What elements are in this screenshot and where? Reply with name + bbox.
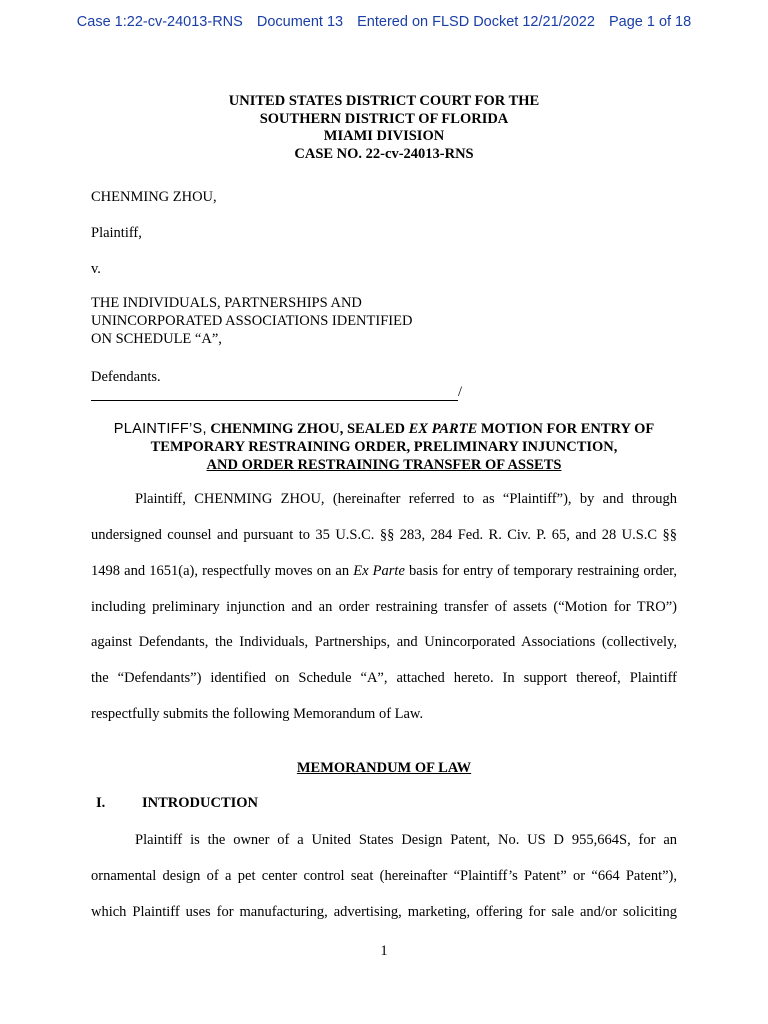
ex-parte-term: EX PARTE bbox=[408, 421, 478, 437]
intro-line-5: against Defendants, the Individuals, Partnerships, and Unincorporated Associations (collectively, bbox=[91, 634, 677, 650]
intro-line-3-b: basis for entry of temporary restraining order, bbox=[404, 563, 678, 579]
defendants-line-2: UNINCORPORATED ASSOCIATIONS IDENTIFIED bbox=[91, 313, 413, 329]
motion-title bbox=[0, 420, 768, 474]
plaintiff-label: Plaintiff, bbox=[91, 225, 142, 241]
motion-title-prefix: PLAINTIFF’S, bbox=[113, 421, 207, 437]
motion-title-line-1 bbox=[0, 420, 768, 438]
memorandum-heading: MEMORANDUM OF LAW bbox=[296, 760, 472, 776]
motion-title-part-2: MOTION FOR ENTRY OF bbox=[477, 421, 655, 437]
plaintiff-name: CHENMING ZHOU, bbox=[91, 189, 217, 205]
court-division: MIAMI DIVISION bbox=[323, 128, 445, 144]
ex-parte-inline: Ex Parte bbox=[353, 563, 405, 579]
intro-line-3-a: 1498 and 1651(a), respectfully moves on an bbox=[91, 563, 354, 579]
intro-line-1: Plaintiff, CHENMING ZHOU, (hereinafter referred to as “Plaintiff”), by and through bbox=[135, 491, 677, 507]
docket-entry-date: Entered on FLSD Docket 12/21/2022 bbox=[357, 14, 595, 30]
docket-document-number: Document 13 bbox=[256, 14, 344, 30]
motion-title-part-1: CHENMING ZHOU, SEALED bbox=[206, 421, 409, 437]
defendants-line-3: ON SCHEDULE “A”, bbox=[91, 331, 222, 347]
intro-line-6: the “Defendants”) identified on Schedule “A”, attached hereto. In support thereof, Plaintiff bbox=[91, 670, 677, 686]
docket-case-number: Case 1:22-cv-24013-RNS bbox=[76, 14, 243, 30]
section-line-1: Plaintiff is the owner of a United States Design Patent, No. US D 955,664S, for an bbox=[135, 832, 677, 848]
defendants-line-1: THE INDIVIDUALS, PARTNERSHIPS AND bbox=[91, 295, 362, 311]
caption-divider bbox=[91, 400, 458, 401]
section-line-2: ornamental design of a pet center control seat (hereinafter “Plaintiff’s Patent” or “664 Patent”), bbox=[91, 868, 677, 884]
court-caption bbox=[0, 93, 768, 163]
case-number: CASE NO. 22-cv-24013-RNS bbox=[294, 145, 474, 162]
section-title: INTRODUCTION bbox=[142, 795, 259, 811]
page-number: 1 bbox=[380, 943, 388, 959]
section-number: I. bbox=[96, 795, 106, 811]
defendants-label: Defendants. bbox=[91, 369, 161, 385]
docket-page-count: Page 1 of 18 bbox=[608, 14, 692, 30]
versus: v. bbox=[91, 261, 101, 277]
docket-stamp bbox=[0, 14, 768, 30]
court-district: SOUTHERN DISTRICT OF FLORIDA bbox=[259, 110, 509, 127]
intro-line-3 bbox=[91, 563, 677, 580]
section-line-3: which Plaintiff uses for manufacturing, advertising, marketing, offering for sale and/or soliciting bbox=[91, 904, 677, 920]
intro-line-2: undersigned counsel and pursuant to 35 U.S.C. §§ 283, 284 Fed. R. Civ. P. 65, and 28 U.S.C §§ bbox=[91, 527, 677, 543]
motion-title-line-2: TEMPORARY RESTRAINING ORDER, PRELIMINARY INJUNCTION, bbox=[150, 439, 618, 455]
intro-line-7: respectfully submits the following Memorandum of Law. bbox=[91, 706, 424, 722]
court-name: UNITED STATES DISTRICT COURT FOR THE bbox=[228, 93, 540, 109]
motion-title-line-3: AND ORDER RESTRAINING TRANSFER OF ASSETS bbox=[206, 457, 562, 473]
caption-slash: / bbox=[458, 384, 463, 400]
intro-line-4: including preliminary injunction and an order restraining transfer of assets (“Motion for TRO”) bbox=[91, 599, 677, 615]
